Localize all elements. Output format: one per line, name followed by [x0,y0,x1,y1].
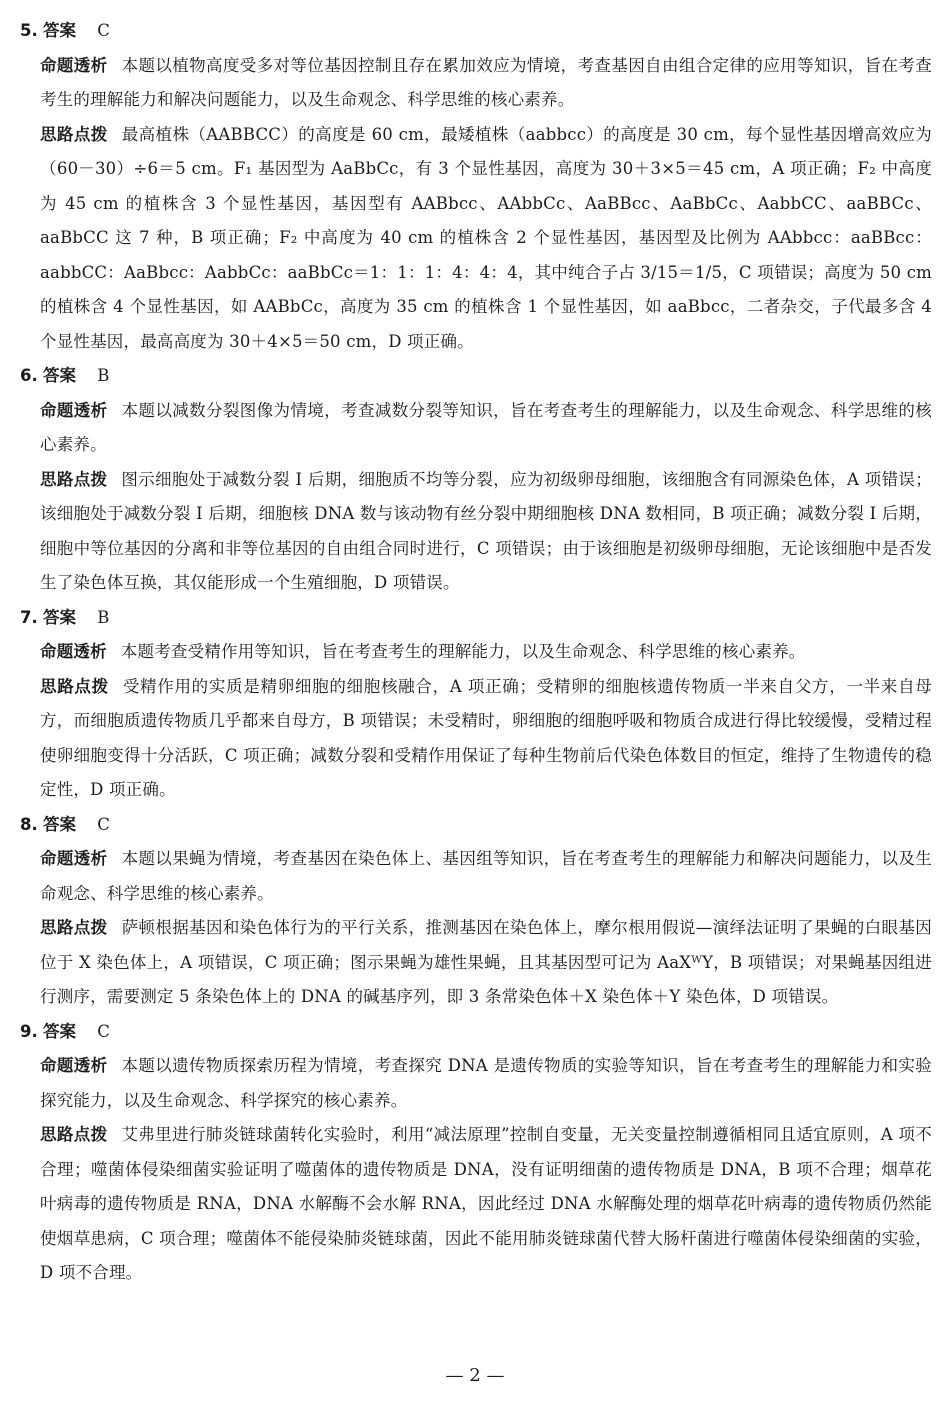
insight-text: 本题以减数分裂图像为情境，考查减数分裂等知识，旨在考查考生的理解能力，以及生命观念、科学思维的核心素养。 [40,400,932,454]
hint-label: 思路点拨 [40,918,108,937]
hint-text: 图示细胞处于减数分裂 Ⅰ 后期，细胞质不均等分裂，应为初级卵母细胞，该细胞含有同源染色体，A 项错误；该细胞处于减数分裂 Ⅰ 后期，细胞核 DNA 数与该动物有丝分裂中期细胞核 DNA 数相同，B 项正确；减数分裂 Ⅰ 后期，细胞中等位基因的分离和非等位基因的自由组合同时进行，C 项错误；由于该细胞是初级卵母细胞，无论该细胞中是否发生了染色体互换，其仅能形成一个生殖细胞，D 项错误。 [40,469,932,592]
hint-paragraph [20,1118,932,1291]
question-number: 8. [20,814,38,834]
hint-text: 艾弗里进行肺炎链球菌转化实验时，利用“减法原理”控制自变量，无关变量控制遵循相同且适宜原则，A 项不合理；噬菌体侵染细菌实验证明了噬菌体的遗传物质是 DNA，没有证明细菌的遗传物质是 DNA，B 项不合理；烟草花叶病毒的遗传物质是 RNA，DNA 水解酶不会水解 RNA，因此经过 DNA 水解酶处理的烟草花叶病毒的遗传物质仍然能使烟草患病，C 项合理；噬菌体不能侵染肺炎链球菌，因此不能用肺炎链球菌代替大肠杆菌进行噬菌体侵染细菌的实验，D 项不合理。 [40,1125,932,1282]
question-number: 6. [20,366,38,385]
answer-value: C [97,814,110,834]
answer-value: C [97,21,110,40]
insight-paragraph [20,49,932,118]
question-header [20,14,932,49]
hint-label: 思路点拨 [40,1125,108,1144]
question-header [20,359,932,394]
question-number: 7. [20,607,38,627]
insight-text: 本题考查受精作用等知识，旨在考查考生的理解能力，以及生命观念、科学思维的核心素养。 [120,642,806,661]
question-header [20,808,932,843]
insight-text: 本题以果蝇为情境，考查基因在染色体上、基因组等知识，旨在考查考生的理解能力和解决问题能力，以及生命观念、科学思维的核心素养。 [40,849,932,903]
insight-label: 命题透析 [40,55,108,75]
hint-paragraph [20,911,932,1015]
answer-document [20,14,932,1291]
question-6 [20,359,932,601]
question-number: 5. [20,21,38,40]
question-9 [20,1015,932,1291]
answer-label: 答案 [43,814,76,834]
hint-label: 思路点拨 [40,124,108,144]
insight-paragraph [20,635,932,670]
question-5 [20,14,932,359]
question-number: 9. [20,1021,38,1041]
insight-text: 本题以植物高度受多对等位基因控制且存在累加效应为情境，考查基因自由组合定律的应用等知识，旨在考查考生的理解能力和解决问题能力，以及生命观念、科学思维的核心素养。 [40,55,932,109]
insight-paragraph [20,1049,932,1118]
question-header [20,601,932,636]
question-7 [20,601,932,808]
hint-label: 思路点拨 [40,676,109,696]
insight-label: 命题透析 [40,642,107,661]
insight-label: 命题透析 [40,849,108,868]
hint-paragraph [20,118,932,360]
hint-text: 受精作用的实质是精卵细胞的细胞核融合，A 项正确；受精卵的细胞核遗传物质一半来自父方，一半来自母方，而细胞质遗传物质几乎都来自母方，B 项错误；未受精时，卵细胞的细胞呼吸和物质合成进行得比较缓慢，受精过程使卵细胞变得十分活跃，C 项正确；减数分裂和受精作用保证了每种生物前后代染色体数目的恒定，维持了生物遗传的稳定性，D 项正确。 [40,676,932,799]
question-8 [20,808,932,1015]
hint-text: 萨顿根据基因和染色体行为的平行关系，推测基因在染色体上，摩尔根用假说—演绎法证明了果蝇的白眼基因位于 X 染色体上，A 项错误，C 项正确；图示果蝇为雄性果蝇，且其基因型可记为 AaXᵂY，B 项错误；对果蝇基因组进行测序，需要测定 5 条染色体上的 DNA 的碱基序列，即 3 条常染色体＋X 染色体＋Y 染色体，D 项错误。 [40,918,932,1006]
answer-label: 答案 [43,366,76,385]
answer-label: 答案 [43,1021,76,1041]
answer-value: C [97,1021,110,1041]
insight-label: 命题透析 [40,400,108,420]
insight-paragraph [20,842,932,911]
insight-paragraph [20,394,932,463]
page-number: — 2 — [445,1365,505,1386]
answer-label: 答案 [43,21,76,40]
answer-value: B [97,607,110,627]
question-header [20,1015,932,1050]
hint-label: 思路点拨 [40,469,108,489]
hint-text: 最高植株（AABBCC）的高度是 60 cm，最矮植株（aabbcc）的高度是 30 cm，每个显性基因增高效应为（60－30）÷6＝5 cm。F₁ 基因型为 AaBbCc，有 3 个显性基因，高度为 30＋3×5＝45 cm，A 项正确；F₂ 中高度为 45 cm 的植株含 3 个显性基因，基因型有 AABbcc、AAbbCc、AaBBcc、AaBbCc、AabbCC、aaBBCc、aaBbCC 这 7 种，B 项正确；F₂ 中高度为 40 cm 的植株含 2 个显性基因，基因型及比例为 AAbbcc：aaBBcc：aabbCC：AaBbcc：AabbCc：aaBbCc＝1：1：1：4：4：4，其中纯合子占 3/15＝1/5，C 项错误；高度为 50 cm 的植株含 4 个显性基因，如 AABbCc，高度为 35 cm 的植株含 1 个显性基因，如 aaBbcc，二者杂交，子代最多含 4 个显性基因，最高高度为 30＋4×5＝50 cm，D 项正确。 [40,124,932,351]
answer-value: B [97,366,110,385]
answer-label: 答案 [43,607,76,627]
insight-text: 本题以遗传物质探索历程为情境，考查探究 DNA 是遗传物质的实验等知识，旨在考查考生的理解能力和实验探究能力，以及生命观念、科学探究的核心素养。 [40,1056,932,1110]
hint-paragraph [20,670,932,808]
insight-label: 命题透析 [40,1056,108,1075]
hint-paragraph [20,463,932,601]
